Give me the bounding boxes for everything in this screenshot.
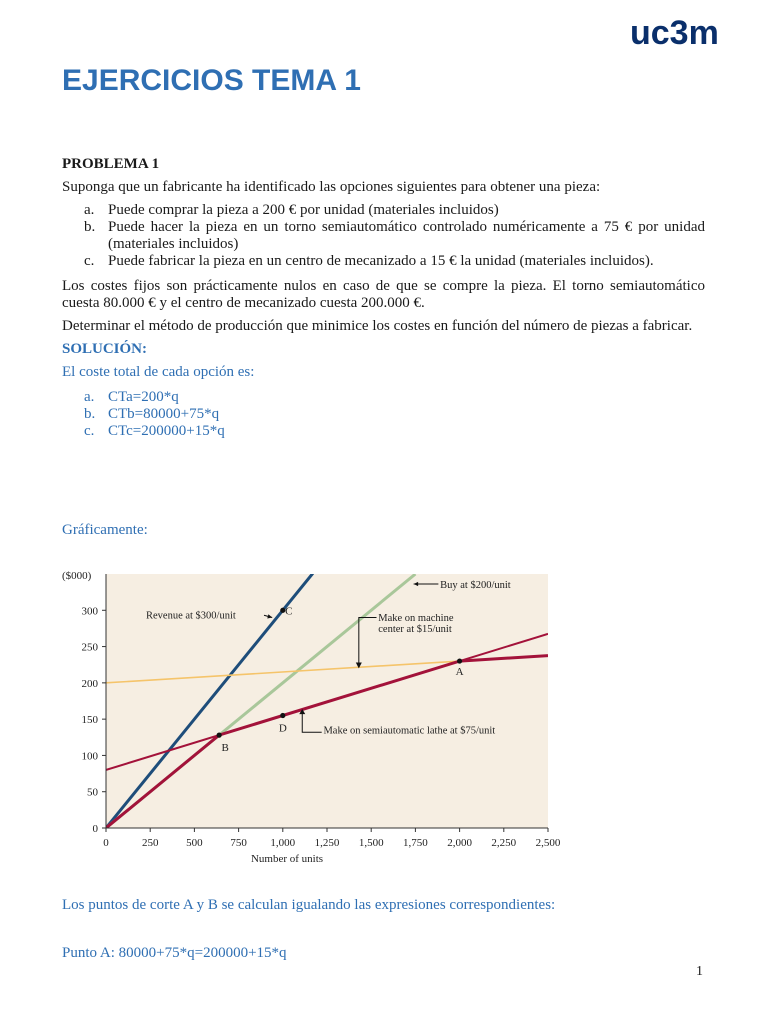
y-axis-label: ($000) [62,570,92,582]
machine-annotation-line1: Make on machine [378,613,454,625]
x-tick-label: 250 [141,837,159,849]
y-tick-label: 50 [87,786,98,799]
machine-annotation-line2: center at $15/unit [378,624,452,636]
page-number: 1 [696,964,703,979]
x-axis-label: Number of units [250,853,324,865]
page-title: EJERCICIOS TEMA 1 [62,64,361,97]
x-tick-label: 750 [230,837,247,849]
formula-text: CTc=200000+15*q [108,423,225,439]
x-tick-label: 1,250 [314,837,340,849]
point-b-marker [217,733,222,738]
option-label: b. [84,219,96,235]
x-tick-label: 0 [103,837,109,849]
graph-label: Gráficamente: [62,522,148,538]
point-b-label: B [221,742,229,755]
y-tick-label: 250 [81,641,98,654]
problem-heading: PROBLEMA 1 [62,156,160,172]
y-tick-label: 100 [81,750,98,763]
y-tick-label: 0 [92,823,98,835]
option-label: a. [84,202,95,218]
formula-label: b. [84,406,96,422]
lathe-annotation: Make on semiautomatic lathe at $75/unit [323,725,496,737]
x-tick-label: 2,500 [535,837,561,849]
question-paragraph: Determinar el método de producción que minimice los costes en función del número de piezas a fabricar. [62,318,693,334]
option-text: Puede fabricar la pieza en un centro de mecanizado a 15 € la unidad (materiales incluidos). [108,253,654,269]
x-tick-label: 1,500 [358,837,384,849]
point-d-label: D [278,722,287,735]
fixed-costs-paragraph: Los costes fijos son prácticamente nulos en caso de que se compre la pieza. El torno semiautomático cuesta 80.000 € y el centro de mecanizado cuesta 200.000 €. [62,278,705,311]
x-tick-label: 2,250 [491,837,517,849]
uc3m-logo: uc3m [630,14,719,52]
formula-item [62,406,705,423]
buy-annotation: Buy at $200/unit [440,580,511,591]
point-a-marker [457,658,462,663]
solution-intro: El coste total de cada opción es: [62,364,255,380]
option-label: c. [84,253,95,269]
x-tick-label: 2,000 [447,837,472,849]
options-list [62,202,705,270]
solution-heading: SOLUCIÓN: [62,341,148,357]
point-c-label: C [285,605,293,618]
formula-text: CTa=200*q [108,389,179,405]
x-tick-label: 500 [186,837,203,849]
formulas-list [62,389,705,440]
cost-chart [58,560,568,872]
point-a-equation: Punto A: 80000+75*q=200000+15*q [62,945,287,961]
option-text: Puede hacer la pieza en un torno semiautomático controlado numéricamente a 75 € por unidad (materiales incluidos) [108,219,705,252]
x-tick-label: 1,000 [270,837,296,849]
formula-text: CTb=80000+75*q [108,406,220,422]
point-d-marker [280,713,285,718]
formula-label: a. [84,389,95,405]
option-item [62,253,705,270]
cut-points-text: Los puntos de corte A y B se calculan igualando las expresiones correspondientes: [62,897,556,913]
formula-item [62,423,705,440]
formula-item [62,389,705,406]
point-a-label: A [455,666,464,679]
option-text: Puede comprar la pieza a 200 € por unidad (materiales incluidos) [108,202,499,218]
y-tick-label: 150 [81,714,98,727]
option-item [62,202,705,219]
problem-intro: Suponga que un fabricante ha identificado las opciones siguientes para obtener una pieza: [62,179,601,195]
formula-label: c. [84,423,95,439]
option-item [62,219,705,253]
x-tick-label: 1,750 [403,837,428,849]
y-tick-label: 200 [81,677,98,690]
y-tick-label: 300 [81,605,98,618]
problem-section [62,156,705,440]
revenue-annotation: Revenue at $300/unit [146,610,236,622]
